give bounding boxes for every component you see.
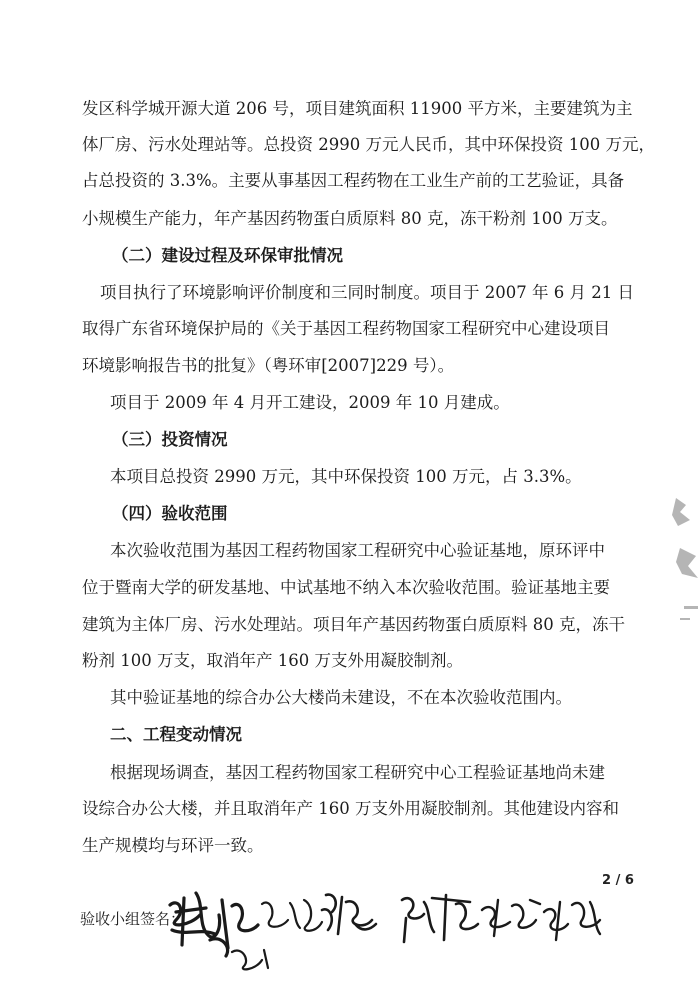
signature-2 xyxy=(322,895,376,934)
body-line-3: 占总投资的 3.3%。主要从事基因工程药物在工业生产前的工艺验证，具备 xyxy=(82,171,625,190)
body-line-4: 小规模生产能力，年产基因药物蛋白质原料 80 克，冻干粉剂 100 万支。 xyxy=(82,209,618,228)
body-line-11: 位于暨南大学的研发基地、中试基地不纳入本次验收范围。验证基地主要 xyxy=(82,578,610,597)
edge-seal-marks xyxy=(672,498,698,620)
body-line-1: 发区科学城开源大道 206 号，项目建筑面积 11900 平方米，主要建筑为主 xyxy=(82,99,633,118)
body-line-10: 本次验收范围为基因工程药物国家工程研究中心验证基地，原环评中 xyxy=(110,541,605,560)
section-heading-changes: 二、工程变动情况 xyxy=(110,725,242,744)
body-line-2: 体厂房、污水处理站等。总投资 2990 万元人民币，其中环保投资 100 万元， xyxy=(82,135,655,154)
body-line-8: 项目于 2009 年 4 月开工建设，2009 年 10 月建成。 xyxy=(110,393,510,412)
section-heading-3: （三）投资情况 xyxy=(112,430,228,449)
signature-label: 验收小组签名： xyxy=(80,910,186,928)
signature-5 xyxy=(544,902,600,940)
signature-4 xyxy=(482,900,540,936)
section-heading-4: （四）验收范围 xyxy=(112,504,228,523)
body-line-9: 本项目总投资 2990 万元，其中环保投资 100 万元，占 3.3%。 xyxy=(110,467,582,486)
body-line-17: 生产规模均与环评一致。 xyxy=(82,836,264,855)
body-line-7: 环境影响报告书的批复》（粤环审[2007]229 号）。 xyxy=(82,356,455,375)
body-line-16: 设综合办公大楼，并且取消年产 160 万支外用凝胶制剂。其他建设内容和 xyxy=(82,799,619,818)
body-line-5: 项目执行了环境影响评价制度和三同时制度。项目于 2007 年 6 月 21 日 xyxy=(100,283,634,302)
section-heading-2: （二）建设过程及环保审批情况 xyxy=(112,246,343,265)
body-line-15: 根据现场调查，基因工程药物国家工程研究中心工程验证基地尚未建 xyxy=(110,763,605,782)
body-line-14: 其中验证基地的综合办公大楼尚未建设，不在本次验收范围内。 xyxy=(110,688,572,707)
body-line-13: 粉剂 100 万支，取消年产 160 万支外用凝胶制剂。 xyxy=(82,651,463,670)
signature-3 xyxy=(402,895,478,942)
signature-1b xyxy=(232,900,322,969)
body-line-6: 取得广东省环境保护局的《关于基因工程药物国家工程研究中心建设项目 xyxy=(82,319,610,338)
signature-1 xyxy=(170,893,258,956)
page-number: 2 / 6 xyxy=(602,873,634,888)
body-line-12: 建筑为主体厂房、污水处理站。项目年产基因药物蛋白质原料 80 克，冻干 xyxy=(82,615,625,634)
